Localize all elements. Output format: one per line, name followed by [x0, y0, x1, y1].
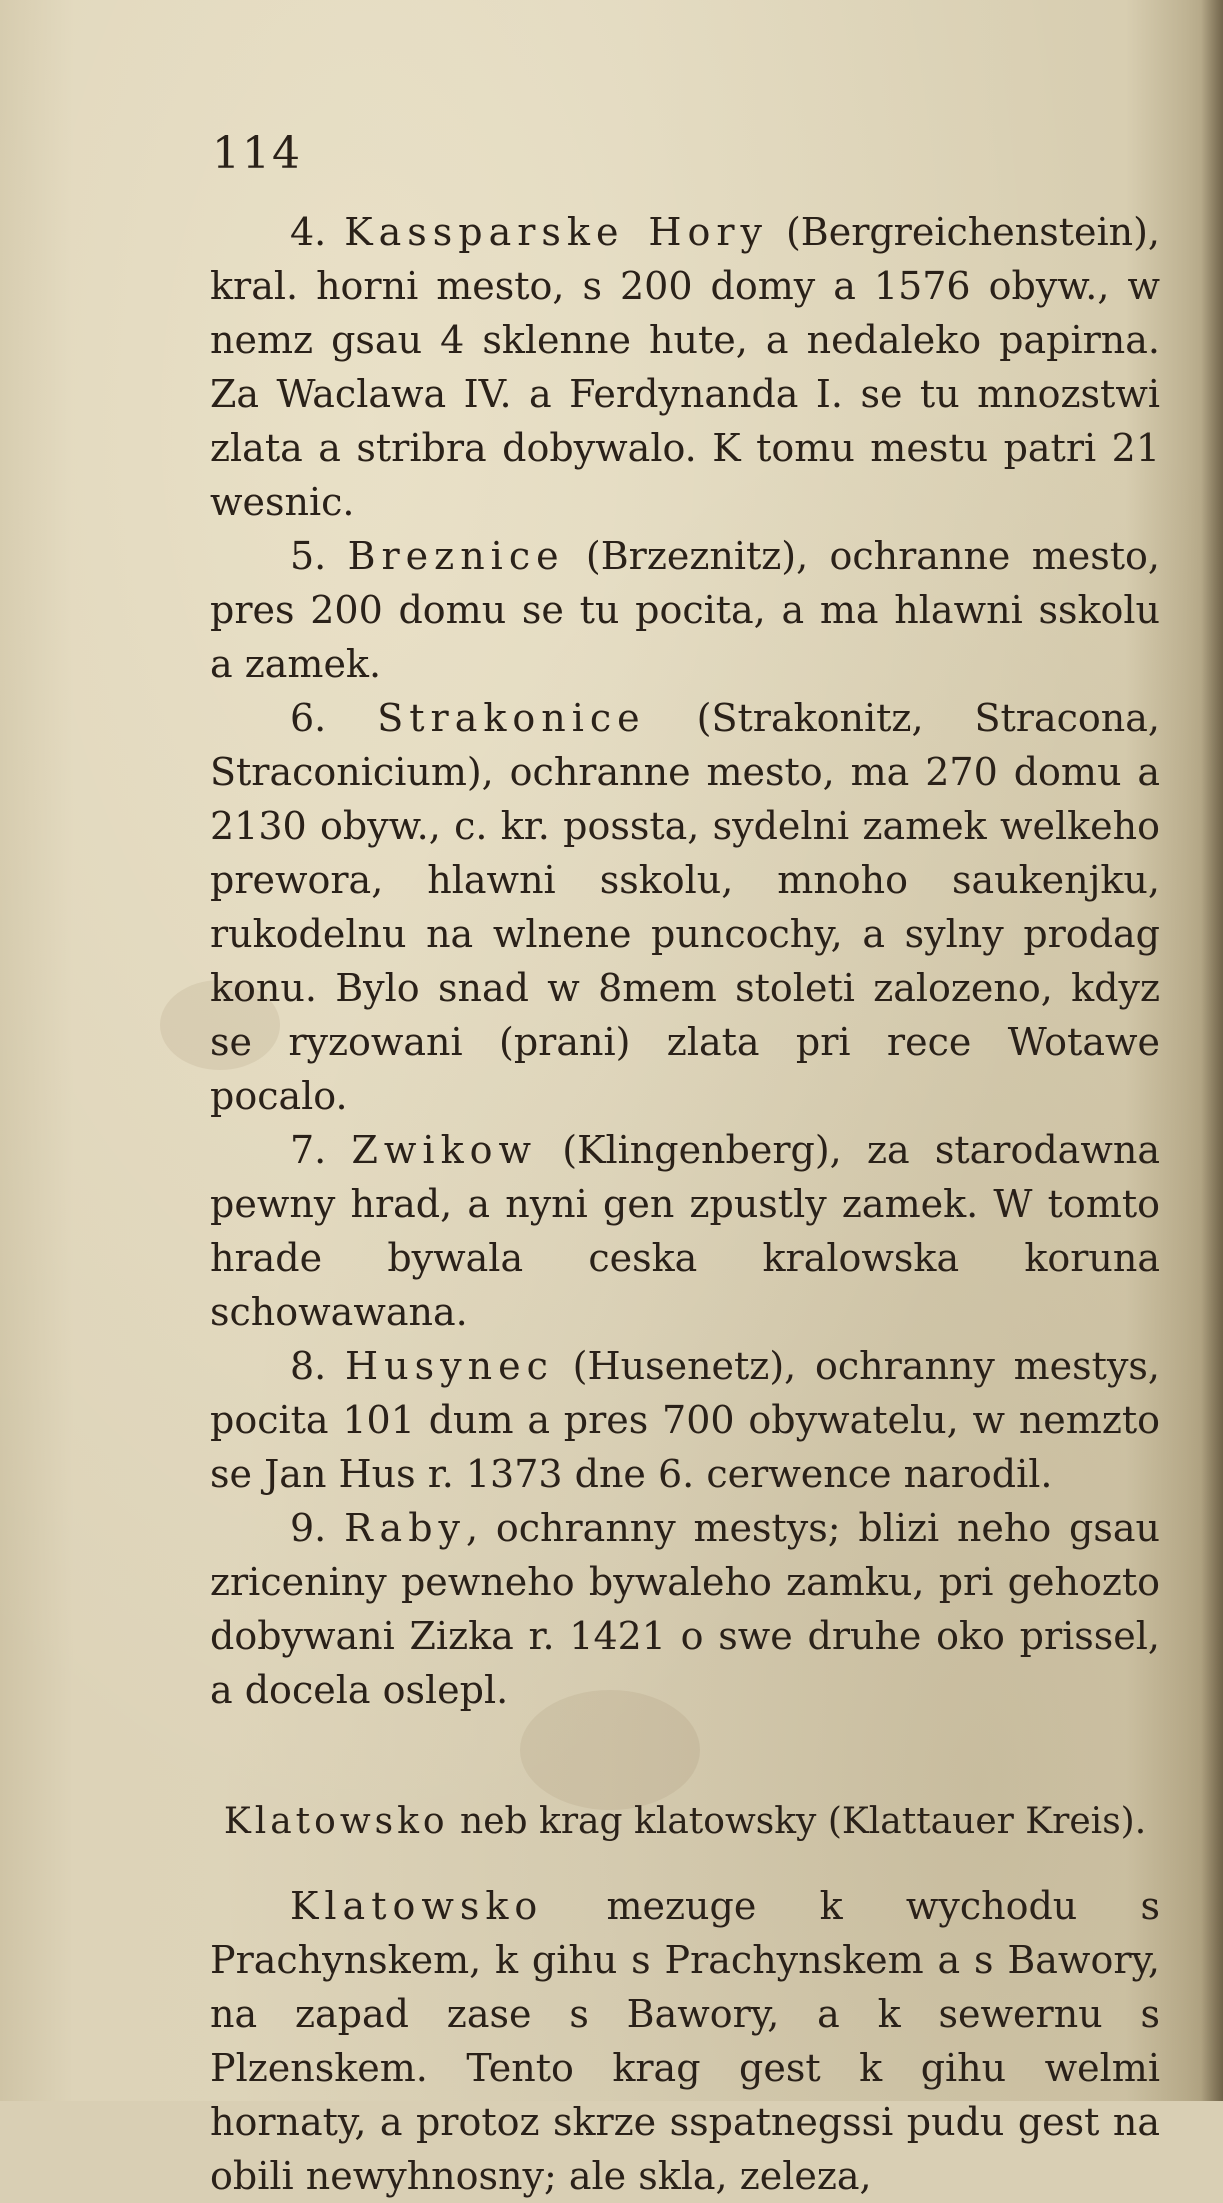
- section-heading-rest: neb krag klatowsky (Klattauer Kreis).: [448, 1801, 1147, 1842]
- entry-name: Strakonice: [377, 696, 646, 740]
- entry-paragraph: [210, 1339, 1160, 1501]
- entry-text: (Bergreichenstein), kral. horni mesto, s 200 domy a 1576 obyw., w nemz gsau 4 sklenne hute, a nedaleko papirna. Za Waclawa IV. a Ferdynanda I. se tu mnozstwi zlata a stribra dobywalo. K tomu mestu patri 21 wesnic.: [210, 210, 1160, 524]
- entry-paragraph: [210, 1123, 1160, 1339]
- entry-number: 7.: [290, 1128, 327, 1172]
- entry-name: Zwikow: [351, 1128, 538, 1172]
- page-number: 114: [212, 128, 302, 179]
- entry-number: 8.: [290, 1344, 327, 1388]
- entry-paragraph: [210, 691, 1160, 1123]
- entry-name: Raby: [344, 1506, 466, 1550]
- entry-text: , ochranny mestys; blizi neho gsau zriceniny pewneho bywaleho zamku, pri gehozto dobywani Zizka r. 1421 o swe druhe oko prissel, a docela oslepl.: [210, 1506, 1160, 1712]
- section-intro-paragraph: [210, 1879, 1160, 2203]
- entry-number: 5.: [290, 534, 327, 578]
- entry-number: 4.: [290, 210, 327, 254]
- entry-name: Kassparske Hory: [344, 210, 769, 254]
- entry-paragraph: [210, 205, 1160, 529]
- entry-text: (Klingenberg), za starodawna pewny hrad, a nyni gen zpustly zamek. W tomto hrade bywala ceska kralowska koruna schowawana.: [210, 1128, 1160, 1334]
- section-heading: [210, 1797, 1160, 1847]
- entry-number: 9.: [290, 1506, 327, 1550]
- page-gutter: [1201, 0, 1223, 2101]
- section-intro-text: mezuge k wychodu s Prachynskem, k gihu s Prachynskem a s Bawory, na zapad zase s Bawory, a k sewernu s Plzenskem. Tento krag gest k gihu welmi hornaty, a protoz skrze sspatnegssi pudu gest na obili newyhnosny; ale skla, zeleza,: [210, 1884, 1160, 2198]
- page-text: [210, 205, 1160, 2203]
- entry-text: (Husenetz), ochranny mestys, pocita 101 dum a pres 700 obywatelu, w nemzto se Jan Hus r. 1373 dne 6. cerwence narodil.: [210, 1344, 1160, 1496]
- entry-name: Husynec: [345, 1344, 554, 1388]
- entry-text: (Brzeznitz), ochranne mesto, pres 200 domu se tu pocita, a ma hlawni sskolu a zamek.: [210, 534, 1160, 686]
- section-intro-name: Klatowsko: [290, 1884, 544, 1928]
- section-heading-name: Klatowsko: [223, 1801, 449, 1842]
- entry-number: 6.: [290, 696, 327, 740]
- entry-text: (Strakonitz, Stracona, Straconicium), ochranne mesto, ma 270 domu a 2130 obyw., c. kr. possta, sydelni zamek welkeho prewora, hlawni sskolu, mnoho saukenjku, rukodelnu na wlnene puncochy, a sylny prodag konu. Bylo snad w 8mem stoleti zalozeno, kdyz se ryzowani (prani) zlata pri rece Wotawe pocalo.: [210, 696, 1160, 1118]
- entry-paragraph: [210, 1501, 1160, 1717]
- entry-name: Breznice: [347, 534, 565, 578]
- entry-paragraph: [210, 529, 1160, 691]
